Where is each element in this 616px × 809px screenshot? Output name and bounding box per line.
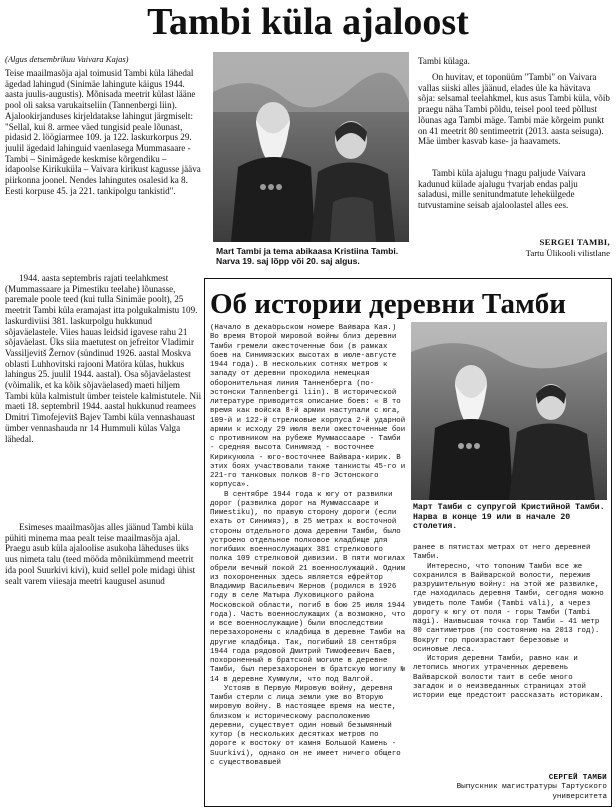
sepia-portrait-image xyxy=(213,52,409,242)
ru-paragraph-6: История деревни Тамби, равно как и летопись многих утраченных деревень Вайварской волости таит в себе много загадок и о неизведанных страницах этой истории еще предстоит рассказать историкам. xyxy=(413,655,604,700)
et-column-1-bottom xyxy=(5,522,203,602)
photo-mart-and-kristiina-tambi-et xyxy=(213,52,409,242)
ru-column-2 xyxy=(413,544,607,729)
article-title-et: Tambi küla ajaloost xyxy=(147,1,469,43)
portrait-image xyxy=(411,322,607,500)
ru-signature-title: Выпускник магистратуры Тартуского университета xyxy=(456,783,607,801)
article-title-ru: Об истории деревни Тамби xyxy=(210,288,567,320)
ru-signature-name: СЕРГЕЙ ТАМБИ xyxy=(548,774,607,782)
et-signature-name: SERGEI TAMBI, xyxy=(539,237,610,247)
ru-paragraph-2: В сентябре 1944 года к югу от развилки дорог (развилка дорог на Муммассааре и Пимestiku), по правую сторону дороги (если ехать от Синимяэ), в 25 метрах к восточной стороны отдельного дома деревни Тамби, было устроено отдельное полковое кладбище для погибших военнослужащих 381 стрелкового полка 109 стрелковой дивизии. В пяти могилах обрели вечный покой 21 военнослужащий. Одним из похороненных здесь является ефрейтор Владимир Васильевич Жернов (родился в 1926 году в селе Матыра Луховицкого района Московской области, погиб в бою 25 июля 1944 года). Часть военнослужащих (а возможно, что и все военнослужащие) были впоследствии перезахоронены с кладбища в деревне Тамби на другие кладбища. Так, погибший 18 сентября 1944 года рядовой Дмитрий Тимофеевич Баев, похороненный в братской могиле в деревне Тамби, был перезахоронен в братскую могилу № 14 в деревне Хуммули, что под Валгой. xyxy=(210,490,406,684)
et-paragraph-6: Tambi küla ajalugu †nagu paljude Vaivara kadunud külade ajalugu †varjab endas palju saladusi, mille senitundmatute lehekülgede tutvustamine seisab ajaloolastel alles ees. xyxy=(418,168,586,211)
photo-caption-et: Mart Tambi ja tema abikaasa Kristiina Tambi. Narva 19. saj lõpp või 20. saj algus. xyxy=(216,246,399,267)
et-column-1-mid xyxy=(5,273,203,473)
ru-column-1 xyxy=(210,324,406,809)
et-signature xyxy=(418,237,610,258)
article-byline-et: (Algus detsembrikuu Vaivara Kajas) xyxy=(5,54,129,64)
ru-lead: (Начало в декабрьском номере Вайвара Кая.) xyxy=(210,324,397,332)
et-column-1-top xyxy=(5,68,203,228)
et-paragraph-2: 1944. aasta septembris rajati teelahkmest (Mummassaare ja Pimestiku teelahe) lõunasse, paremale poole teed (kui tulla Sinimäe poolt), 25 meetrit Tambi küla eramajast itta polgukalmistu 109. laskurdiviisi 381. laskurpolgu hukkunud sõjaväelastele. Viies hauas leidsid igavese rahu 21 sõjaväelast. Üks siia maetutest on jefreitor Vladimir Vassiljevitš Žernov (sündinud 1926. aastal Moskva oblasti Luhhovitski rajooni Matöra külas, hukkus lahingus 25. juulil 1944. aastal). Osa sõjaväelastest (võimalik, et ka kõik sõjaväelased) maeti hiljem Tambi küla kalmistult ümber teistele kalmistutele. Nii maeti 18. septembril 1944. aastal hukkunud reamees Dmitri Timofejevitš Bajev Tambi küla vennashauast ümber vennashauda nr 14 Hummuli külas Valga lähedal. xyxy=(5,273,202,444)
et-signature-title: Tartu Ülikooli vilistlane xyxy=(525,247,610,258)
ru-paragraph-3: Устояв в Первую Мировую войну, деревня Тамби стерли с лица земли уже во Вторую мировую войну. В настоящее время на месте, близком к историческому расположению деревни, существует один новый безымянный хутор (в нескольких десятках метров по дороге к востоку от камня Большой Камень - Suurkivi), однако он не имеет ничего общего с существовавшей xyxy=(210,684,401,767)
ru-paragraph-5: Интересно, что топоним Тамби все же сохранился в Вайварской волости, пережив разрушительную войну: на этой же развилке, где находилась деревня Тамби, сегодня можно увидеть поле Тамби (Tambi välі), а через дорогу к югу от поля - горы Тамби (Tambi mägi). Наивысшая точка гор Тамби – 41 метр 80 сантиметров (по состоянию на 2013 год). Вокруг гор произрастают березовые и осиновые леса. xyxy=(413,562,604,654)
et-paragraph-1: Teise maailmasõja ajal toimusid Tambi küla lähedal ägedad lahingud (Sinimäe lahingute käigus 1944. aasta juulis-augustis). Mõnisada meetrit külast lääne pool oli saksa varukaitseliin (Tannenbergi liin). Ajalookirjanduses kirjeldatakse lahingut järgmiselt: "Sellal, kui 8. armee väed tungisid peale lõunast, pidasid 2. löögiarmee 109. ja 122. laskurkorpus 29. juulil ägedaid lahinguid vaenlasega Mummasaare - Tambi – Sinimägede keskmise kõrgendiku – idapoolse Kirikuküla – Vaivara kirikust kagusse jääva piirkonna joonel. Nendes lahingutes osalesid ka 8. Eesti korpuse 45. ja 221. tankipolgu tankistid". xyxy=(5,68,201,196)
et-column-3-bottom xyxy=(418,168,610,228)
photo-caption-ru: Март Тамби с супругой Кристийной Тамби. Нарва в конце 19 или в начале 20 столетия. xyxy=(413,503,605,532)
photo-mart-and-kristiina-tambi-ru xyxy=(411,322,607,500)
ru-paragraph-1: Во время Второй мировой войны близ деревни Тамби гремели ожесточенные бои (в рамках боев на Синимяэских высотах в июле-августе 1944 года). В нескольких сотнях метров к западу от деревни проходила немецкая оборонительная линия Танненберга (по-эстонски Tannenbergi liin). В исторической литературе приводится описание боев: « В то время как войска 8-й армии наступали с юга, 109-й и 122-й стрелковые корпуса 2-й ударной армии к исходу 29 июля вели ожесточенные бои с противником на рубеже Муммассааре - Тамби - средняя высота Синимяэд - восточнее Кирикукюла - юго-восточнее Вайвара-кирик. В этих боях участвовали также танкисты 45-го и 221-го танковых полков 8-го Эстонского корпуса». xyxy=(210,333,406,490)
et-paragraph-3: Esimeses maailmasõjas alles jäänud Tambi küla pühiti minema maa pealt teise maailmasõja ajal. Praegu asub küla ajaloolise asukoha läheduses üks uus nimeta talu (teed mööda mõnikümmend meetrit ida pool Suurkivi kivi), kuid sellel pole midagi ühist sealt varem viiesaja meetri kaugusel asunud xyxy=(5,522,196,586)
ru-signature xyxy=(413,774,607,802)
et-paragraph-4: Tambi külaga. xyxy=(418,56,470,66)
ru-paragraph-4: ранее в пятистах метрах от него деревней Тамби. xyxy=(413,544,591,562)
et-paragraph-5: On huvitav, et toponüüm "Tambi" on Vaivara vallas siiski alles jäänud, elades üle ka hävitava sõja: selsamal teelahkmel, kus asus Tambi küla, võib praegu näha Tambi põldu, teisel pool teed põllust lõunas aga Tambi mäge. Tambi mäe kõrgeim punkt on 41 meetrit 80 sentimeetrit (2013. aasta seisuga). Mäe ümber kasvab kase- ja haavamets. xyxy=(418,72,610,147)
